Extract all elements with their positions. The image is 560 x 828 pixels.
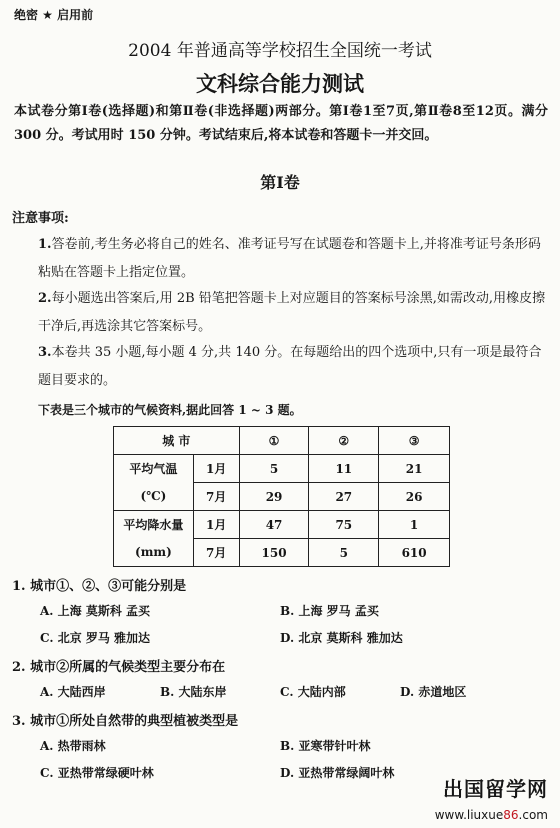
table-cell: 5 (309, 539, 379, 567)
confidential-label: 绝密 ★ 启用前 (14, 8, 94, 22)
watermark-url-prefix: www.liuxue (434, 808, 504, 822)
table-cell: 47 (239, 511, 309, 539)
table-cell: 1 (379, 511, 450, 539)
table-row (114, 511, 450, 539)
row-label-temperature: 平均气温 (114, 455, 194, 483)
question-3-stem: 3. 城市①所处自然带的典型植被类型是 (12, 714, 239, 729)
notice-item (38, 339, 550, 395)
exam-title: 2004 年普通高等学校招生全国统一考试 (128, 41, 432, 61)
question-3-option-c: C. 亚热带常绿硬叶林 (40, 766, 154, 780)
part-title: 第Ⅰ卷 (260, 173, 300, 192)
watermark-site-name: 出国留学网 (443, 777, 548, 801)
exam-intro-paragraph: 本试卷分第Ⅰ卷(选择题)和第Ⅱ卷(非选择题)两部分。第Ⅰ卷1至7页,第Ⅱ卷8至12页。满分 300 分。考试用时 150 分钟。考试结束后,将本试卷和答题卡一并交回。 (14, 104, 548, 143)
watermark-url-accent: 86 (503, 808, 519, 822)
climate-table (113, 426, 450, 567)
notice-item (38, 285, 550, 341)
table-header-city: 城 市 (114, 427, 240, 455)
question-1-option-a: A. 上海 莫斯科 孟买 (40, 604, 151, 618)
question-1-option-d: D. 北京 莫斯科 雅加达 (280, 631, 403, 645)
question-2-stem: 2. 城市②所属的气候类型主要分布在 (12, 660, 226, 675)
table-header-city-1: ① (239, 427, 309, 455)
question-2-option-c: C. 大陆内部 (280, 685, 346, 699)
table-row (114, 539, 450, 567)
notice-item-number: 3. (38, 345, 52, 360)
question-3-option-d: D. 亚热带常绿阔叶林 (280, 766, 395, 780)
row-label-precipitation: 平均降水量 (114, 511, 194, 539)
watermark-url-suffix: .com (518, 808, 548, 822)
question-3-option-a: A. 热带雨林 (40, 739, 106, 753)
question-1-stem: 1. 城市①、②、③可能分别是 (12, 579, 187, 594)
question-1-option-b: B. 上海 罗马 孟买 (280, 604, 379, 618)
notice-heading: 注意事项: (12, 211, 69, 226)
table-cell: 26 (379, 483, 450, 511)
row-month: 7月 (193, 483, 239, 511)
table-cell: 29 (239, 483, 309, 511)
table-cell: 11 (309, 455, 379, 483)
question-1-option-c: C. 北京 罗马 雅加达 (40, 631, 151, 645)
notice-item-text: 答卷前,考生务必将自己的姓名、准考证号写在试题卷和答题卡上,并将准考证号条形码粘贴在答题卡上指定位置。 (38, 237, 541, 280)
notice-item-number: 1. (38, 237, 52, 252)
notice-item (38, 231, 550, 287)
table-row (114, 455, 450, 483)
table-cell: 21 (379, 455, 450, 483)
notice-item-text: 本卷共 35 小题,每小题 4 分,共 140 分。在每题给出的四个选项中,只有一项是最符合题目要求的。 (38, 345, 542, 388)
table-cell: 610 (379, 539, 450, 567)
question-2-option-d: D. 赤道地区 (400, 685, 467, 699)
table-header-city-2: ② (309, 427, 379, 455)
row-month: 7月 (193, 539, 239, 567)
row-label-precipitation-unit: (mm) (114, 539, 194, 567)
question-2-option-a: A. 大陆西岸 (40, 685, 106, 699)
table-cell: 75 (309, 511, 379, 539)
table-row (114, 483, 450, 511)
table-intro: 下表是三个城市的气候资料,据此回答 1 ~ 3 题。 (38, 403, 302, 417)
row-month: 1月 (193, 455, 239, 483)
row-label-temperature-unit: (℃) (114, 483, 194, 511)
table-cell: 150 (239, 539, 309, 567)
table-header-city-3: ③ (379, 427, 450, 455)
row-month: 1月 (193, 511, 239, 539)
notice-item-text: 每小题选出答案后,用 2B 铅笔把答题卡上对应题目的答案标号涂黑,如需改动,用橡皮擦干净后,再选涂其它答案标号。 (38, 291, 546, 334)
question-3-option-b: B. 亚寒带针叶林 (280, 739, 371, 753)
table-cell: 27 (309, 483, 379, 511)
paper-title: 文科综合能力测试 (196, 71, 364, 96)
table-header-row (114, 427, 450, 455)
watermark-url (435, 808, 548, 822)
question-2-option-b: B. 大陆东岸 (160, 685, 227, 699)
table-cell: 5 (239, 455, 309, 483)
notice-item-number: 2. (38, 291, 52, 306)
